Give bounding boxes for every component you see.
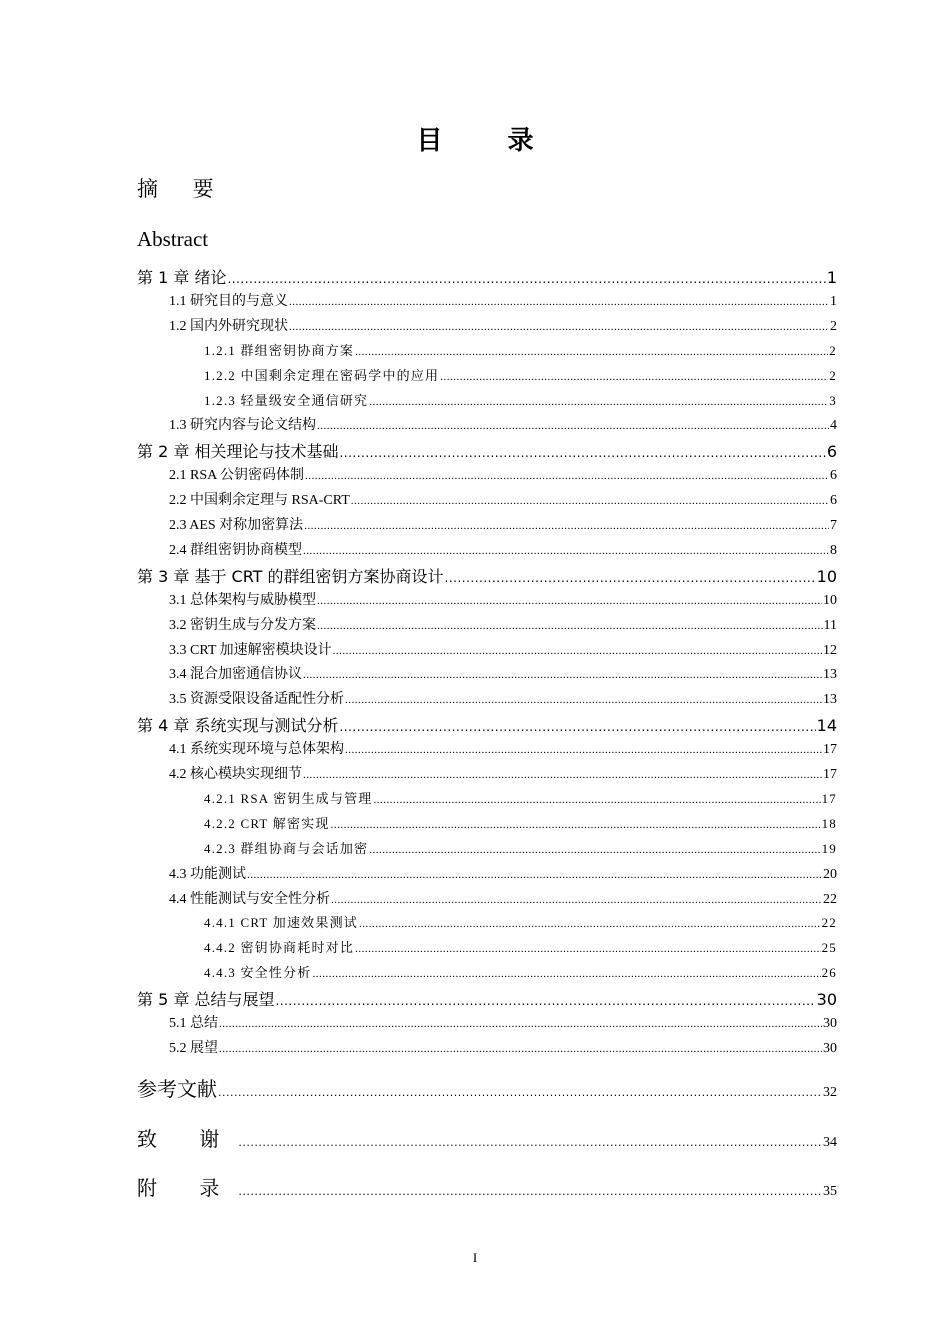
dot-leader	[289, 319, 829, 335]
toc-entry-page: 3	[829, 392, 837, 408]
dot-leader	[369, 393, 828, 409]
toc-entry-title: 3.3 CRT 加速解密模块设计	[169, 642, 332, 658]
dot-leader	[289, 294, 829, 310]
toc-entry-title: 4.4.2 密钥协商耗时对比	[204, 940, 355, 956]
dot-leader	[331, 892, 822, 908]
toc-entry-title: 2.3 AES 对称加密算法	[169, 518, 304, 533]
dot-leader	[303, 543, 829, 559]
abstract-en-heading: Abstract	[137, 227, 209, 251]
back-matter-page: 35	[823, 1184, 837, 1199]
toc-entry-title: 2.2 中国剩余定理与 RSA-CRT	[169, 493, 350, 509]
toc-entry-title: 5.1 总结	[169, 1016, 218, 1031]
toc-entry-page: 2	[829, 342, 837, 358]
toc-entry-page: 2	[830, 318, 837, 334]
dot-leader	[369, 841, 820, 857]
toc-entry-title: 4.4.1 CRT 加速效果测试	[204, 915, 358, 931]
dot-leader	[238, 1176, 822, 1200]
toc-entry-page: 25	[821, 940, 837, 956]
toc-entry-level-1[interactable]	[137, 439, 837, 462]
toc-entry-level-3[interactable]	[204, 838, 837, 857]
toc-entry-title: 4.3 功能测试	[169, 866, 246, 882]
toc-entry-page: 22	[823, 891, 837, 907]
toc-entry-level-3[interactable]	[204, 340, 837, 359]
toc-entry-page: 30	[823, 1040, 837, 1056]
toc-entry-title: 3.2 密钥生成与分发方案	[169, 617, 316, 633]
dot-leader	[238, 1127, 822, 1151]
dot-leader	[339, 442, 825, 461]
toc-entry-level-2[interactable]	[169, 688, 837, 708]
toc-title: 目 录	[416, 126, 562, 156]
page-number: I	[472, 1250, 478, 1265]
toc-entry-title: 3.1 总体架构与威胁模型	[169, 592, 316, 608]
toc-entry-title: 4.4.3 安全性分析	[204, 965, 312, 981]
toc-entry-level-2[interactable]	[169, 1037, 837, 1057]
toc-entry-level-2[interactable]	[169, 315, 837, 335]
toc-entry-level-3[interactable]	[204, 788, 837, 807]
toc-entry-page: 1	[830, 293, 837, 309]
back-matter-title: 参考文献	[137, 1077, 217, 1101]
toc-entry-page: 10	[816, 566, 837, 586]
toc-entry-level-2[interactable]	[169, 639, 837, 659]
toc-entry-title: 4.2 核心模块实现细节	[169, 767, 302, 782]
dot-leader	[359, 915, 821, 931]
back-matter-page: 34	[823, 1135, 837, 1150]
toc-entry-page: 8	[830, 542, 837, 558]
toc-entry-page: 30	[816, 990, 837, 1010]
toc-entry-level-2[interactable]	[169, 663, 837, 683]
toc-entry-title: 1.2.3 轻量级安全通信研究	[204, 392, 369, 408]
back-matter-title: 附 录	[137, 1176, 238, 1200]
toc-entry-page: 18	[821, 815, 837, 831]
toc-entry-title: 4.4 性能测试与安全性分析	[169, 891, 330, 907]
dot-leader	[339, 716, 815, 735]
toc-entry-page: 2	[829, 367, 837, 383]
toc-entry-level-1[interactable]	[137, 713, 837, 736]
dot-leader	[317, 593, 822, 609]
toc-entry-title: 4.1 系统实现环境与总体架构	[169, 742, 344, 758]
toc-entry-level-2[interactable]	[169, 539, 837, 559]
toc-entry-level-2[interactable]	[169, 888, 837, 908]
back-matter-entry[interactable]	[137, 1123, 837, 1152]
dot-leader	[247, 867, 822, 883]
toc-entry-page: 20	[823, 866, 837, 882]
toc-entry-page: 17	[821, 790, 837, 806]
toc-entry-level-2[interactable]	[169, 414, 837, 434]
toc-entry-page: 7	[830, 518, 837, 533]
toc-entry-page: 6	[826, 442, 837, 462]
toc-entry-level-3[interactable]	[204, 365, 837, 384]
toc-entry-title: 1.2.2 中国剩余定理在密码学中的应用	[204, 367, 440, 383]
toc-entry-page: 19	[821, 840, 837, 856]
dot-leader	[219, 1041, 822, 1057]
dot-leader	[317, 418, 829, 434]
back-matter-entry[interactable]	[137, 1172, 837, 1201]
toc-entry-title: 第 5 章 总结与展望	[137, 990, 275, 1010]
toc-entry-page: 12	[823, 642, 837, 658]
toc-entry-title: 5.2 展望	[169, 1040, 218, 1056]
dot-leader	[227, 268, 825, 287]
toc-entry-page: 6	[830, 493, 837, 509]
back-matter-entry[interactable]	[137, 1073, 837, 1102]
toc-entry-title: 2.4 群组密钥协商模型	[169, 542, 302, 558]
dot-leader	[331, 816, 821, 832]
toc-entry-title: 第 1 章 绪论	[137, 268, 227, 287]
toc-entry-level-2[interactable]	[169, 589, 837, 609]
toc-entry-page: 17	[823, 767, 837, 782]
dot-leader	[303, 767, 822, 783]
toc-entry-page: 11	[823, 617, 837, 633]
toc-entry-level-3[interactable]	[204, 937, 837, 956]
toc-entry-title: 1.1 研究目的与意义	[169, 293, 288, 309]
dot-leader	[355, 940, 821, 956]
toc-entry-page: 4	[830, 418, 837, 434]
dot-leader	[351, 493, 829, 509]
toc-entry-level-2[interactable]	[169, 1012, 837, 1032]
toc-entry-level-3[interactable]	[204, 912, 837, 931]
toc-entry-page: 26	[821, 965, 837, 981]
toc-entry-title: 4.2.3 群组协商与会话加密	[204, 840, 369, 856]
dot-leader	[333, 643, 822, 659]
toc-entry-level-1[interactable]	[137, 265, 837, 288]
toc-entry-level-1[interactable]	[137, 987, 837, 1010]
toc-entry-title: 3.5 资源受限设备适配性分析	[169, 692, 344, 708]
toc-entry-title: 1.2.1 群组密钥协商方案	[204, 342, 355, 358]
toc-entry-level-2[interactable]	[169, 464, 837, 484]
dot-leader	[218, 1077, 822, 1101]
toc-entry-title: 4.2.1 RSA 密钥生成与管理	[204, 790, 373, 806]
toc-entry-level-2[interactable]	[169, 614, 837, 634]
dot-leader	[219, 1016, 822, 1032]
toc-entry-level-3[interactable]	[204, 813, 837, 832]
toc-entry-level-2[interactable]	[169, 290, 837, 310]
toc-entry-level-3[interactable]	[204, 390, 837, 409]
toc-entry-level-2[interactable]	[169, 738, 837, 758]
toc-entry-level-2[interactable]	[169, 489, 837, 509]
toc-entry-page: 1	[826, 268, 837, 287]
toc-entry-page: 13	[823, 692, 837, 708]
toc-entry-page: 13	[823, 667, 837, 683]
toc-entry-page: 22	[821, 915, 837, 931]
toc-entry-page: 6	[830, 468, 837, 484]
dot-leader	[304, 518, 829, 534]
abstract-cn-heading: 摘 要	[137, 177, 228, 201]
toc-entry-title: 3.4 混合加密通信协议	[169, 667, 302, 683]
toc-entry-page: 17	[823, 742, 837, 758]
toc-entry-page: 14	[816, 716, 837, 736]
dot-leader	[275, 990, 815, 1009]
dot-leader	[305, 468, 829, 484]
dot-leader	[445, 567, 816, 586]
dot-leader	[355, 343, 828, 359]
toc-entry-title: 第 2 章 相关理论与技术基础	[137, 442, 339, 462]
dot-leader	[345, 692, 822, 708]
toc-entry-level-1[interactable]	[137, 564, 837, 587]
toc-entry-title: 4.2.2 CRT 解密实现	[204, 815, 330, 831]
toc-entry-level-2[interactable]	[169, 863, 837, 883]
toc-entry-level-3[interactable]	[204, 962, 837, 981]
toc-entry-level-2[interactable]	[169, 514, 837, 534]
back-matter-title: 致 谢	[137, 1127, 238, 1151]
toc-entry-title: 第 3 章 基于 CRT 的群组密钥方案协商设计	[137, 566, 444, 586]
toc-entry-page: 10	[823, 592, 837, 608]
toc-entry-title: 1.2 国内外研究现状	[169, 318, 288, 334]
toc-entry-page: 30	[823, 1016, 837, 1031]
toc-entry-title: 2.1 RSA 公钥密码体制	[169, 468, 304, 484]
dot-leader	[373, 791, 820, 807]
dot-leader	[303, 667, 822, 683]
dot-leader	[317, 618, 823, 634]
toc-entry-title: 1.3 研究内容与论文结构	[169, 418, 316, 434]
toc-entry-title: 第 4 章 系统实现与测试分析	[137, 716, 339, 736]
toc-entry-level-2[interactable]	[169, 763, 837, 783]
dot-leader	[345, 742, 822, 758]
dot-leader	[312, 965, 820, 981]
dot-leader	[440, 368, 828, 384]
back-matter-page: 32	[823, 1085, 837, 1100]
